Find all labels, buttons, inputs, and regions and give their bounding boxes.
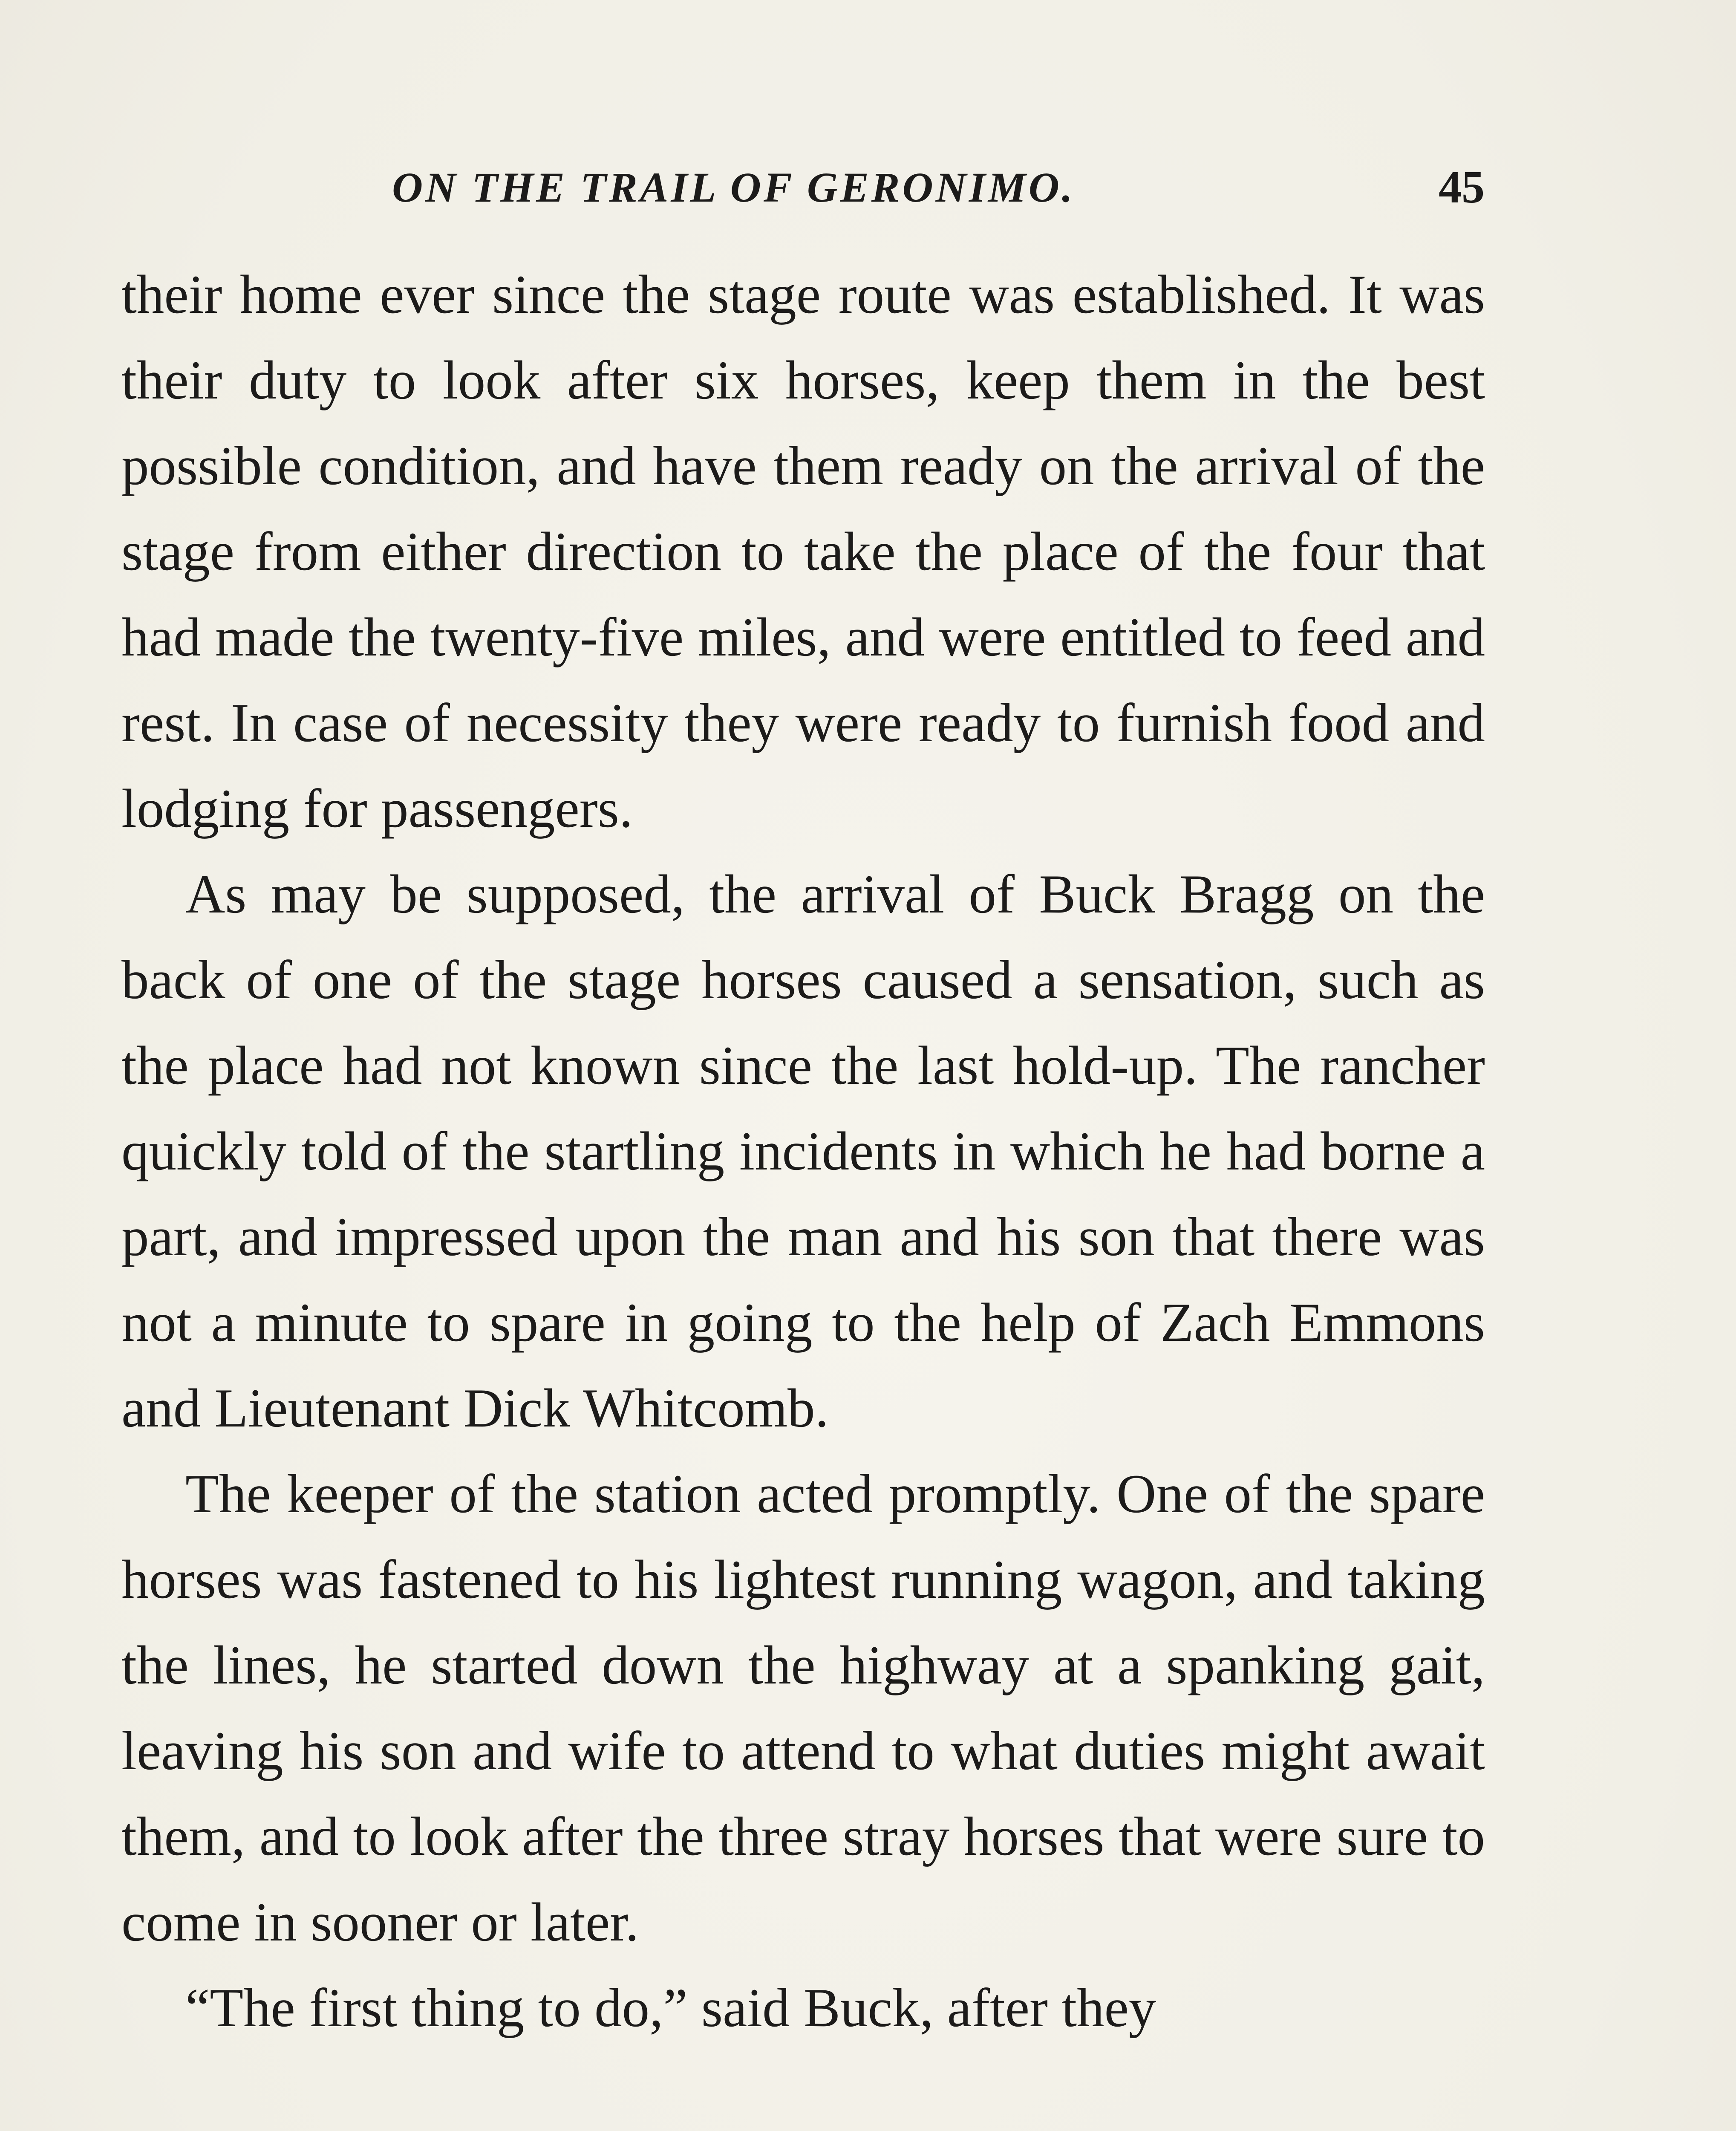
paragraph: “The first thing to do,” said Buck, after they bbox=[185, 1977, 1156, 2038]
paragraph: their home ever since the stage route was established. It was their duty to look after six horses, keep them in the best possible condition, and have them ready on the arrival of the stage from either direction to take the place of the four that had made the twenty-five miles, and were entitled to feed and rest. In case of necessity they were ready to furnish food and lodging for passengers. bbox=[121, 264, 1485, 839]
page-number: 45 bbox=[1439, 162, 1485, 213]
paragraph: As may be supposed, the arrival of Buck Bragg on the back of one of the stage horses caused a sensation, such as the place had not known since the last hold-up. The rancher quickly told of the startling incidents in which he had borne a part, and impressed upon the man and his son that there was not a minute to spare in going to the help of Zach Emmons and Lieutenant Dick Whitcomb. bbox=[121, 863, 1485, 1438]
paragraph: The keeper of the station acted promptly. One of the spare horses was fastened to his lightest running wagon, and taking the lines, he started down the highway at a spanking gait, leaving his son and wife to attend to what duties might await them, and to look after the three stray horses that were sure to come in sooner or later. bbox=[121, 1463, 1485, 1952]
body-text bbox=[121, 251, 1485, 2050]
running-title: ON THE TRAIL OF GERONIMO. bbox=[392, 164, 1075, 211]
running-header bbox=[119, 158, 1485, 217]
